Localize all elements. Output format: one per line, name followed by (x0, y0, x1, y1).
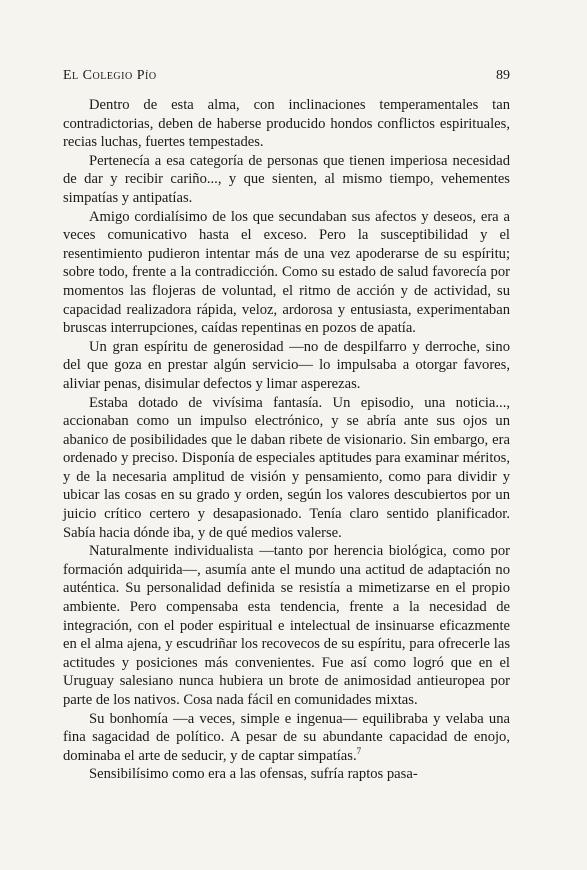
paragraph: Pertenecía a esa categoría de personas que tienen imperiosa necesidad de dar y recibir cariño..., y que sienten, al mismo tiempo, vehementes simpatías y antipatías. (63, 152, 510, 206)
body-text (63, 96, 510, 784)
paragraph: Sensibilísimo como era a las ofensas, sufría raptos pasa- (89, 766, 418, 783)
page-header (63, 68, 510, 84)
footnote-reference: 7 (356, 745, 362, 756)
paragraph-text: Su bonhomía —a veces, simple e ingenua— equilibraba y velaba una fina sagacidad de político. A pesar de su abundante capacidad de enojo, dominaba el arte de seducir, y de captar simpatías. (63, 710, 510, 764)
paragraph: Amigo cordialísimo de los que secundaban sus afectos y deseos, era a veces comunicativo hasta el exceso. Pero la susceptibilidad y el resentimiento pudieron intentar más de una vez apoderarse de su espíritu; sobre todo, frente a la contradicción. Como su estado de salud favorecía por momentos las flojeras de voluntad, el ritmo de acción y de actividad, su capacidad realizadora rápida, veloz, ardorosa y entusiasta, experimentaban bruscas interrupciones, caídas repentinas en pozos de apatía. (63, 208, 510, 337)
paragraph: Estaba dotado de vivísima fantasía. Un episodio, una noticia..., accionaban como un impulso electrónico, y se abría ante sus ojos un abanico de posibilidades que le daban ribete de visionario. Sin embargo, era ordenado y preciso. Disponía de especiales aptitudes para examinar méritos, y de la necesaria amplitud de visión y pensamiento, como para dividir y ubicar las cosas en su grado y orden, según los valores descubiertos por un juicio crítico certero y desapasionado. Tenía claro sentido planificador. Sabía hacia dónde iba, y de qué medios valerse. (63, 394, 510, 541)
page-number: 89 (496, 68, 510, 83)
paragraph: Naturalmente individualista —tanto por herencia biológica, como por formación adquirida—, asumía ante el mundo una actitud de adaptación no auténtica. Su personalidad definida se resistía a mimetizarse en el propio ambiente. Pero compensaba esta tendencia, frente a la necesidad de integración, con el poder espiritual e intelectual de insinuarse eficazmente en el alma ajena, y escudriñar los recovecos de su espíritu, para ofrecerle las actitudes y posiciones más convenientes. Fue así como logró que en el Uruguay salesiano nunca hubiera un brote de animosidad antieuropea por parte de los nativos. Cosa nada fácil en comunidades mixtas. (63, 543, 510, 708)
paragraph: Dentro de esta alma, con inclinaciones temperamentales tan contradictorias, deben de haberse producido hondos conflictos espirituales, recias luchas, fuertes tempestades. (63, 97, 510, 151)
paragraph (63, 710, 510, 766)
paragraph: Un gran espíritu de generosidad —no de despilfarro y derroche, sino del que goza en prestar algún servicio— lo impulsaba a otorgar favores, aliviar penas, disimular defectos y limar asperezas. (63, 338, 510, 392)
running-title: El Colegio Pío (63, 68, 157, 83)
